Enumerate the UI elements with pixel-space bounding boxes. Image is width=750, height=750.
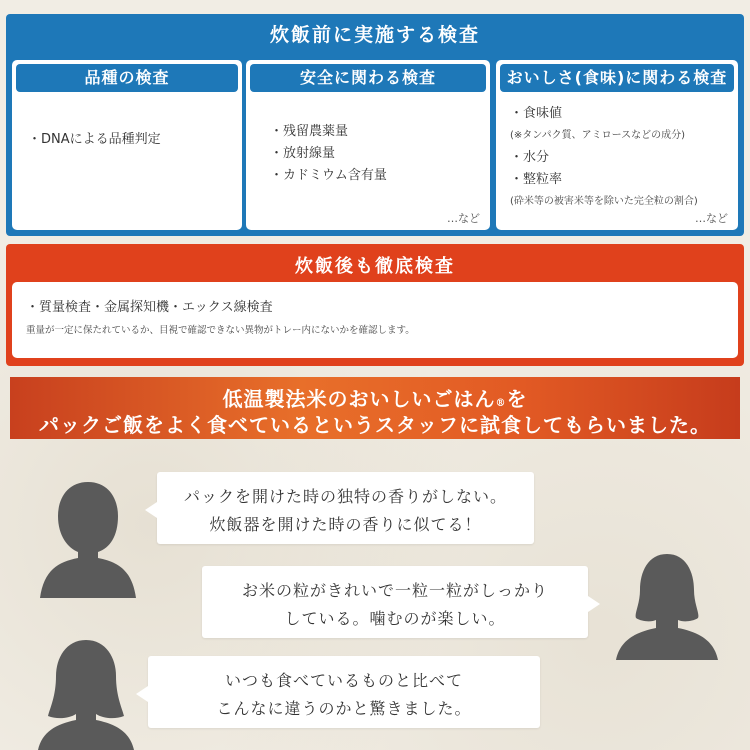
banner-product-name: 低温製法米のおいしいごはん xyxy=(222,387,496,411)
inspection-item: ・放射線量 xyxy=(270,146,336,161)
comment-line: 炊飯器を開けた時の香りに似てる！ xyxy=(209,515,482,534)
inspection-item: ・カドミウム含有量 xyxy=(270,168,387,183)
banner-line-1 xyxy=(10,383,740,412)
comment-bubble-1 xyxy=(157,472,534,544)
inspection-note: (砕米等の被害米等を除いた完全粒の割合) xyxy=(510,196,698,207)
staff-silhouette-icon xyxy=(612,548,722,660)
before-cooking-section xyxy=(6,14,744,236)
safety-inspection-heading: 安全に関わる検査 xyxy=(250,64,486,92)
after-cooking-section xyxy=(6,244,744,366)
before-cooking-title: 炊飯前に実施する検査 xyxy=(269,24,480,46)
inspection-note: (※タンパク質、アミロースなどの成分) xyxy=(510,130,685,141)
after-cooking-title: 炊飯後も徹底検査 xyxy=(295,256,455,277)
etc-label: …など xyxy=(447,212,480,225)
after-cooking-note: 重量が一定に保たれているか、目視で確認できない異物がトレー内にないかを確認します。 xyxy=(26,325,415,336)
staff-silhouette-icon xyxy=(34,636,138,750)
after-cooking-card xyxy=(12,282,738,358)
comment-line: している。噛むのが楽しい。 xyxy=(284,609,506,628)
after-cooking-item: ・質量検査・金属探知機・エックス線検査 xyxy=(26,300,273,315)
comment-line: こんなに違うのかと驚きました。 xyxy=(216,699,472,718)
variety-inspection-card xyxy=(12,60,242,230)
registered-mark: ® xyxy=(495,398,507,409)
banner-particle: を xyxy=(506,387,528,411)
comment-line: お米の粒がきれいで一粒一粒がしっかり xyxy=(241,581,548,600)
etc-label: …など xyxy=(695,212,728,225)
inspection-item: ・食味値 xyxy=(510,106,563,121)
bubble-tail xyxy=(145,502,157,518)
comment-bubble-3 xyxy=(148,656,540,728)
bubble-tail xyxy=(588,596,600,612)
inspection-item: ・DNAによる品種判定 xyxy=(28,132,161,147)
variety-inspection-heading: 品種の検査 xyxy=(16,64,238,92)
inspection-item: ・整粒率 xyxy=(510,172,563,187)
bubble-tail xyxy=(136,686,148,702)
taste-inspection-heading: おいしさ(食味)に関わる検査 xyxy=(500,64,734,92)
taste-inspection-card xyxy=(496,60,738,230)
tasting-banner xyxy=(10,377,740,439)
inspection-item: ・水分 xyxy=(510,150,550,165)
banner-line-2: パックご飯をよく食べているというスタッフに試食してもらいました。 xyxy=(39,413,711,437)
comment-line: パックを開けた時の独特の香りがしない。 xyxy=(183,487,507,506)
comment-line: いつも食べているものと比べて xyxy=(224,671,463,690)
staff-silhouette-icon xyxy=(38,478,138,598)
comment-bubble-2 xyxy=(202,566,588,638)
inspection-item: ・残留農薬量 xyxy=(270,124,349,139)
safety-inspection-card xyxy=(246,60,490,230)
